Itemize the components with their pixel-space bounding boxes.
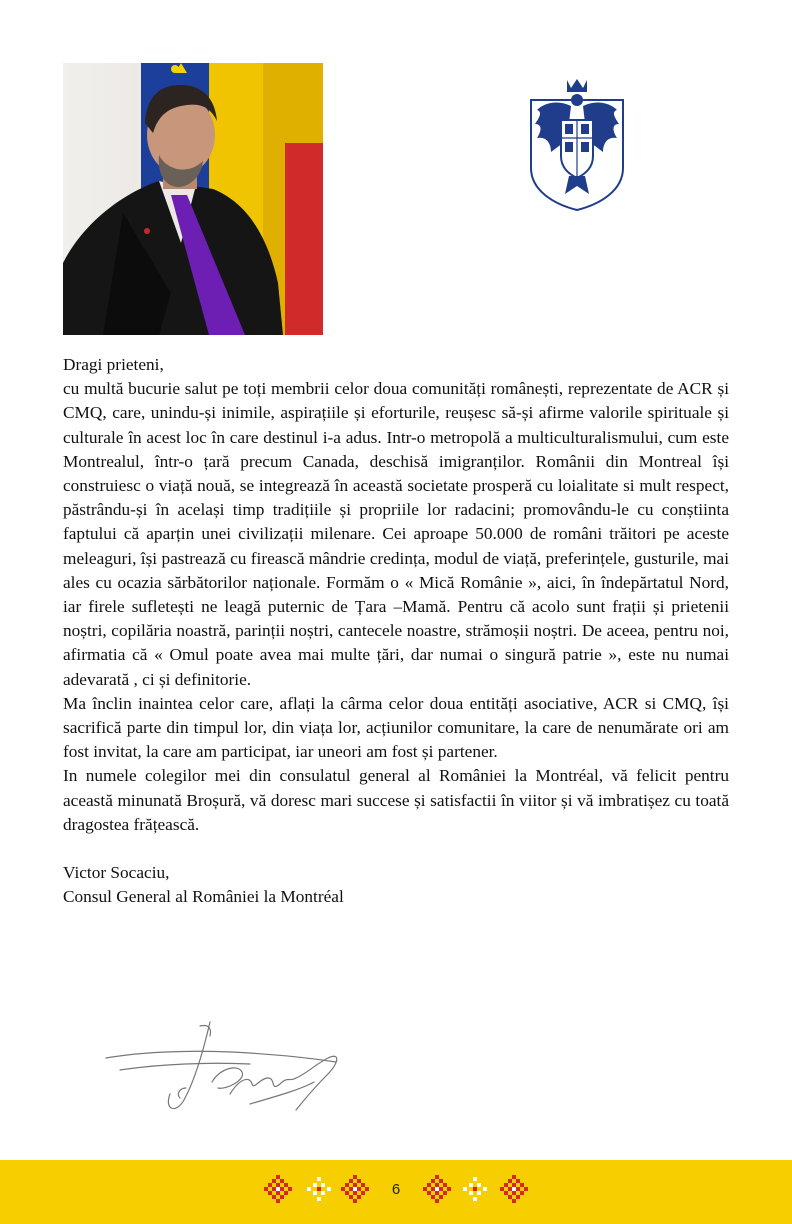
portrait-photo (63, 63, 323, 335)
spacer (63, 837, 729, 861)
paragraph-2: Ma înclin inaintea celor care, aflați la cârma celor doua entități asociative, ACR si CMQ, își sacrifică parte din timpul lor, din viața lor, acțiunilor comunitare, la care de nenumărate ori am fost invitat, la care am participat, iar uneori am fost și partener. (63, 693, 729, 762)
folk-ornament-icon (500, 1175, 528, 1203)
folk-ornament-icon (423, 1175, 451, 1203)
page-number: 6 (391, 1181, 401, 1198)
handwritten-signature (100, 1018, 360, 1133)
paragraph-1: cu multă bucurie salut pe toți membrii celor doua comunități românești, reprezentate de ACR și CMQ, care, unindu-și inimile, aspirațiile și eforturile, reușesc să-și afirme valorile spirituale și culturale în acest loc în care destinul i-a adus. Intr-o metropolă a multiculturalismului, cum este Montrealul, într-o țară precum Canada, deschisă imigranților. Românii din Montreal își construiesc o viață nouă, se integrează în această societate prosperă cu loialitate si mult respect, păstrându-și în același timp tradițiile și propriile lor radacini; promovându-le cu conștiinta faptului că aparțin unei civilizații milenare. Cei aproape 50.000 de români trăitori pe aceste meleaguri, își pastrează cu firească mândrie credința, modul de viață, preferințele, gusturile, mai ales cu ocazia sărbătorilor naționale. Formăm o « Mică Românie », aici, în îndepărtatul Nord, iar firele sufletești ne leagă puternic de Țara –Mamă. Pentru că acolo sunt frații și prietenii noștri, copilăria noastră, parinții noștri, cantecele noastre, strămoșii noștri. De aceea, pentru noi, afirmatia că « Omul poate avea mai multe țări, dar numai o singură patrie », este nu numai adevarată , ci și definitorie. (63, 379, 729, 689)
romanian-coat-of-arms (529, 76, 625, 212)
signatory-title: Consul General al României la Montréal (63, 887, 344, 907)
footer-band (0, 1160, 792, 1224)
letter-body (63, 353, 729, 909)
folk-ornament-icon (305, 1175, 333, 1203)
salutation: Dragi prieteni, (63, 355, 164, 374)
folk-ornament-icon (264, 1175, 292, 1203)
folk-ornament-icon (461, 1175, 489, 1203)
paragraph-3: In numele colegilor mei din consulatul general al României la Montréal, vă felicit pentru această minunată Broșură, vă doresc mari succese și satisfactii în viitor și vă imbratișez cu toată dragostea frățească. (63, 766, 729, 834)
folk-ornament-icon (341, 1175, 369, 1203)
signatory-name: Victor Socaciu, (63, 863, 170, 883)
